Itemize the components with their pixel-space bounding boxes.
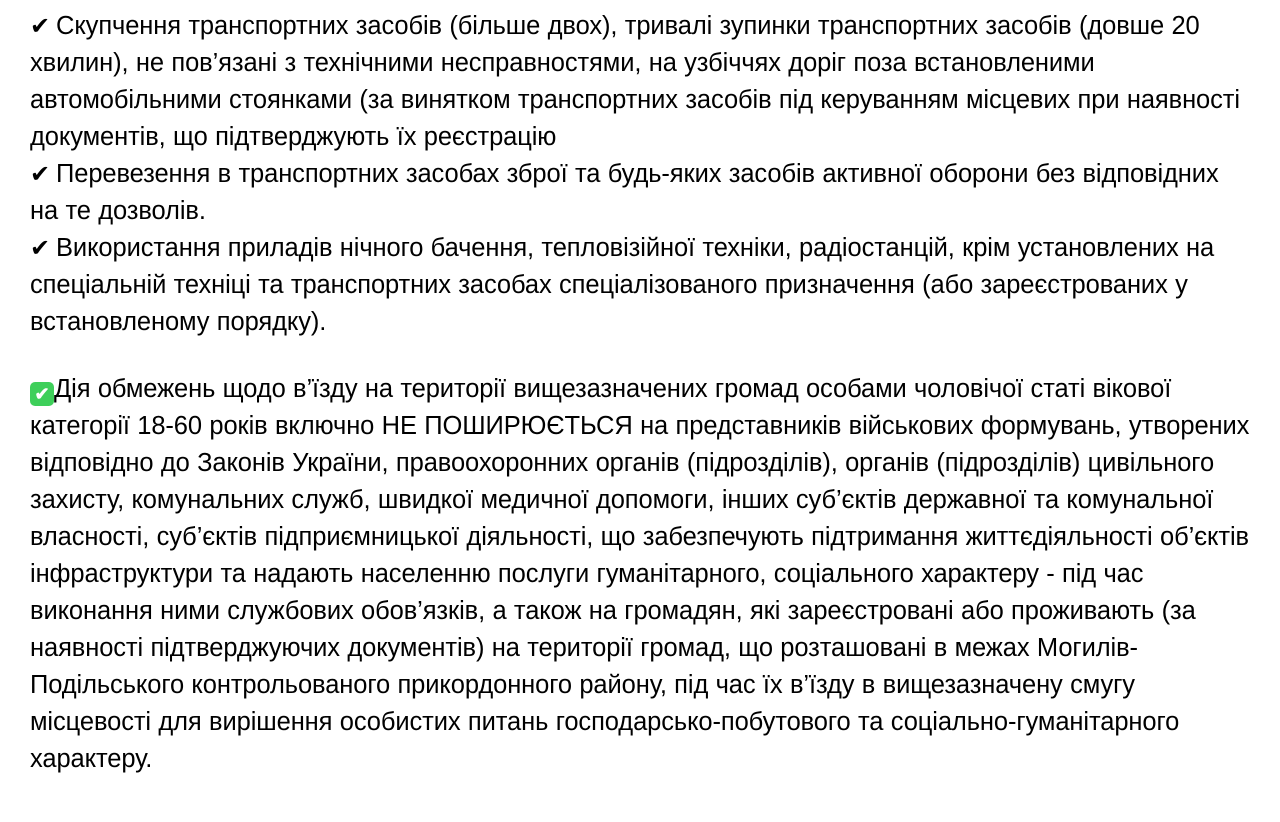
exemptions-text: Дія обмежень щодо в’їзду на території вищезазначених громад особами чоловічої статі вікової категорії 18-60 років включно НЕ ПОШИРЮЄТЬСЯ на представників військових формувань, утворених відповідно до Законів України, правоохоронних органів (підрозділів), органів (підрозділів) цивільного захисту, комунальних служб, швидкої медичної допомоги, інших суб’єктів державної та комунальної власності, суб’єктів підприємницької діяльності, що забезпечують підтримання життєдіяльності об’єктів інфраструктури та надають населенню послуги гуманітарного, соціального характеру - під час виконання ними службових обов’язків, а також на громадян, які зареєстровані або проживають (за наявності підтверджуючих документів) на території громад, що розташовані в межах Могилів-Подільського контрольованого прикордонного району, під час їх в’їзду в вищезазначену смугу місцевості для вирішення особистих питань господарсько-побутового та соціально-гуманітарного характеру. bbox=[30, 375, 1250, 773]
list-item bbox=[30, 156, 1250, 230]
green-check-box-icon: ✔ bbox=[30, 382, 54, 406]
list-item-text: Перевезення в транспортних засобах зброї та будь-яких засобів активної оборони без відповідних на те дозволів. bbox=[30, 160, 1219, 225]
list-item-text: Використання приладів нічного бачення, тепловізійної техніки, радіостанцій, крім установлених на спеціальній техніці та транспортних засобах спеціалізованого призначення (або зареєстрованих у встановленому порядку). bbox=[30, 234, 1215, 336]
list-item bbox=[30, 8, 1250, 156]
check-mark-icon: ✔ bbox=[30, 161, 51, 188]
list-item-text: Скупчення транспортних засобів (більше двох), тривалі зупинки транспортних засобів (довше 20 хвилин), не пов’язані з технічними несправностями, на узбіччях доріг поза встановленими автомобільними стоянками (за винятком транспортних засобів під керуванням місцевих при наявності документів, що підтверджують їх реєстрацію bbox=[30, 12, 1240, 151]
exemptions-section bbox=[30, 371, 1250, 778]
check-mark-icon: ✔ bbox=[30, 235, 51, 262]
check-mark-icon: ✔ bbox=[30, 13, 51, 40]
list-item bbox=[30, 230, 1250, 341]
section-divider bbox=[30, 341, 1250, 371]
exemptions-paragraph bbox=[30, 371, 1250, 778]
restrictions-list bbox=[30, 8, 1250, 341]
